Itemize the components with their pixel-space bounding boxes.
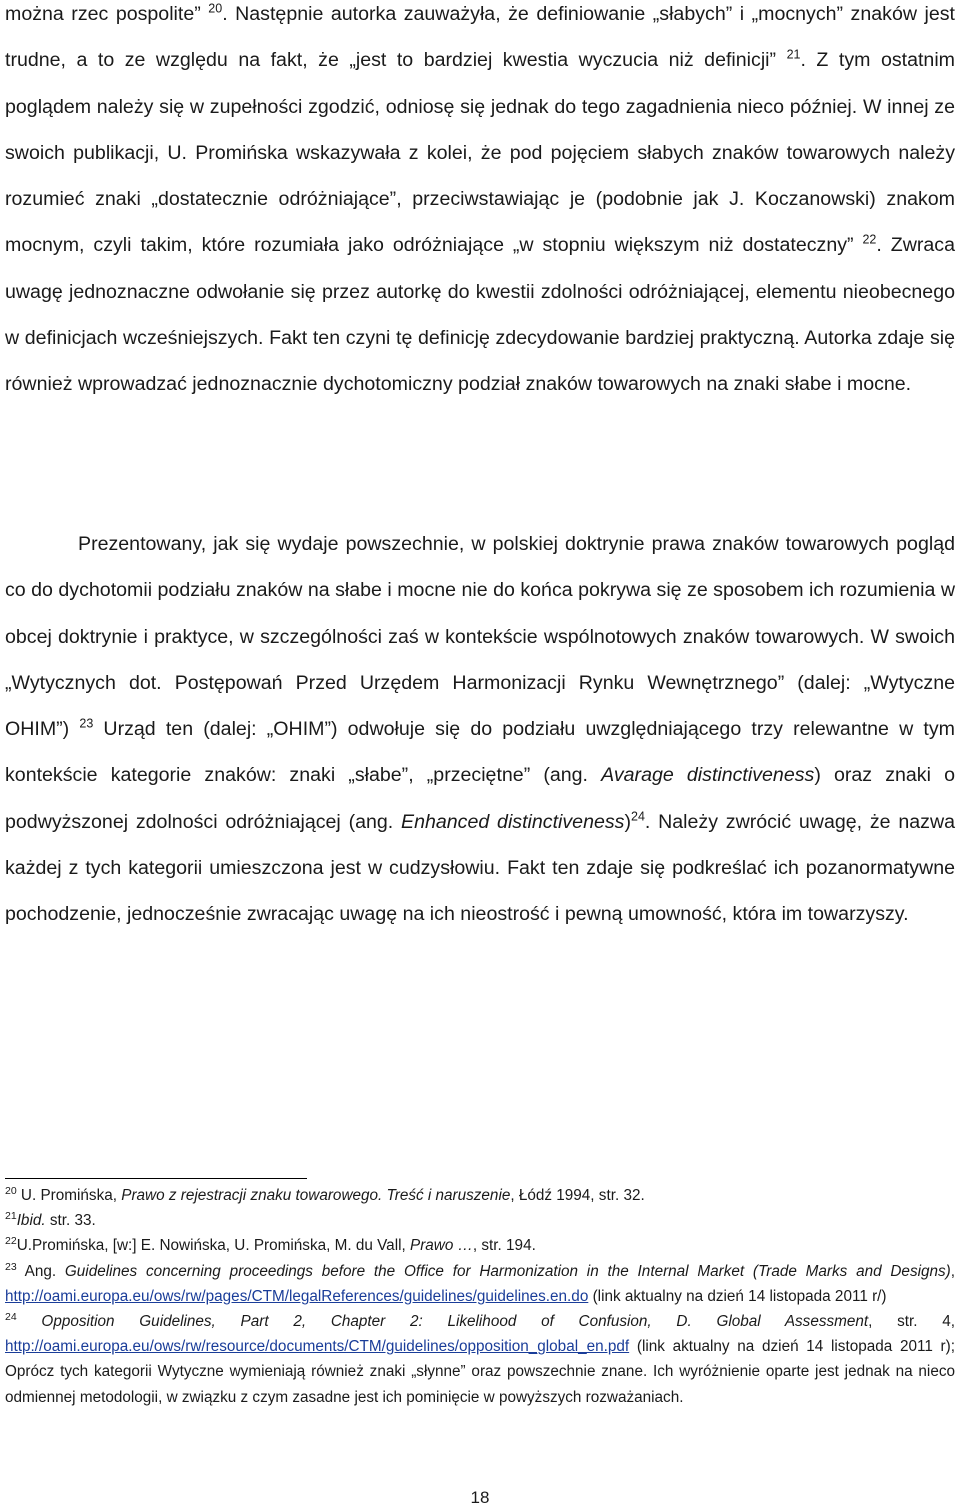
footnote-20	[5, 1183, 955, 1208]
footnote-24	[5, 1309, 955, 1410]
italic-title: Guidelines concerning proceedings before the Office for Harmonization in the Internal Market (Trade Marks and Designs)	[64, 1262, 951, 1280]
text-run: . Następnie autorka zauważyła, że definiowanie „słabych” i „mocnych” znaków jest trudne, a to ze względu na fakt, że „jest to bardziej kwestia wyczucia niż definicji”	[5, 3, 955, 72]
italic-title: Opposition Guidelines, Part 2, Chapter 2: Likelihood of Confusion, D. Global Assessment	[41, 1313, 869, 1331]
text-run: , Łódź 1994, str. 32.	[510, 1187, 645, 1204]
text-run: można rzec pospolite”	[5, 3, 201, 25]
italic-title: Ibid.	[16, 1212, 46, 1230]
footnote-number: 24	[5, 1310, 17, 1323]
footnotes	[5, 1183, 955, 1410]
text-run: (link aktualny na dzień 14 listopada 2011 r/)	[588, 1287, 887, 1305]
footnote-ref-24[interactable]: 24	[631, 809, 645, 824]
footnote-number: 21	[5, 1210, 17, 1223]
italic-term: Enhanced distinctiveness	[401, 810, 625, 833]
text-run: , str. 194.	[472, 1237, 536, 1255]
italic-term: Avarage distinctiveness	[601, 764, 815, 787]
text-run: . Należy zwrócić uwagę, że nazwa każdej z tych kategorii umieszczona jest w cudzysłowiu. Fakt ten zdaje się podkreślać ich pozanormatywne pochodzenie, jednocześnie zwracając uwagę na ich nieostrość i pewną umowność, która im towarzyszy.	[5, 810, 955, 926]
footnote-number: 23	[5, 1260, 17, 1273]
body-paragraph-2	[5, 521, 955, 938]
text-run: )	[624, 810, 631, 833]
text-run: Urząd ten (dalej: „OHIM”) odwołuje się do podziału uwzględniającego trzy relewantne w tym kontekście kategorie znaków: znaki „słabe”, „przeciętne” (ang.	[5, 718, 955, 787]
page-number: 18	[470, 1488, 490, 1507]
footnote-ref-22[interactable]: 22	[862, 232, 877, 247]
footnote-separator	[5, 1178, 307, 1179]
text-run: str. 33.	[45, 1212, 96, 1230]
footnote-number: 22	[5, 1235, 17, 1248]
text-run: U. Promińska,	[16, 1187, 122, 1204]
italic-title: Prawo …	[410, 1237, 473, 1255]
footnote-ref-20[interactable]: 20	[208, 1, 223, 16]
text-run	[17, 1313, 42, 1330]
text-run: ) oraz znaki o podwyższonej zdolności odróżniającej (ang.	[5, 764, 955, 833]
body-paragraph-1	[5, 0, 955, 408]
footnote-23	[5, 1259, 955, 1309]
footnote-22	[5, 1233, 955, 1258]
text-run: . Zwraca uwagę jednoznaczne odwołanie się przez autorkę do kwestii zdolności odróżniającej, elementu nieobecnego w definicjach wcześniejszych. Fakt ten czyni tę definicję zdecydowanie bardziej praktyczną. Autorka zdaje się również wprowadzać jednoznacznie dychotomiczny podział znaków towarowych na znaki słabe i mocne.	[5, 234, 956, 396]
footnote-ref-21[interactable]: 21	[786, 47, 801, 62]
italic-title: Prawo z rejestracji znaku towarowego. Treść i naruszenie	[121, 1187, 511, 1204]
guidelines-link[interactable]: http://oami.europa.eu/ows/rw/pages/CTM/legalReferences/guidelines/guidelines.en.do	[5, 1287, 589, 1305]
text-run: . Z tym ostatnim poglądem należy się w zupełności zgodzić, odniosę się jednak do tego zagadnienia nieco później. W innej ze swoich publikacji, U. Promińska wskazywała z kolei, że pod pojęciem słabych znaków towarowych należy rozumieć znaki „dostatecznie odróżniające”, przeciwstawiając je (podobnie jak J. Koczanowski) znakom mocnym, czyli takim, które rozumiała jako odróżniające „w stopniu większym niż dostateczny”	[5, 49, 955, 257]
footnote-21	[5, 1208, 955, 1233]
footnote-number: 20	[5, 1184, 17, 1197]
text-run: U.Promińska, [w:] E. Nowińska, U. Promińska, M. du Vall,	[16, 1237, 410, 1255]
opposition-guidelines-link[interactable]: http://oami.europa.eu/ows/rw/resource/documents/CTM/guidelines/opposition_global_en.pdf	[5, 1338, 630, 1356]
footnote-ref-23[interactable]: 23	[79, 716, 94, 731]
text-run: , str. 4,	[868, 1313, 956, 1331]
text-run: ,	[950, 1262, 955, 1280]
text-run: (link aktualny na dzień 14 listopada 2011 r); Oprócz tych kategorii Wytyczne wymieniają również znaki „słynne” oraz powszechnie znane. Ich wyróżnienie oparte jest jednak na nieco odmiennej metodologii, w związku z czym zasadne jest ich pominięcie w powyższych rozważaniach.	[5, 1338, 955, 1406]
text-run: Ang.	[16, 1262, 65, 1280]
text-run: Prezentowany, jak się wydaje powszechnie, w polskiej doktrynie prawa znaków towarowych pogląd co do dychotomii podziału znaków na słabe i mocne nie do końca pokrywa się ze sposobem ich rozumienia w obcej doktrynie i praktyce, w szczególności zaś w kontekście wspólnotowych znaków towarowych. W swoich „Wytycznych dot. Postępowań Przed Urzędem Harmonizacji Rynku Wewnętrznego” (dalej: „Wytyczne OHIM”)	[5, 533, 955, 741]
